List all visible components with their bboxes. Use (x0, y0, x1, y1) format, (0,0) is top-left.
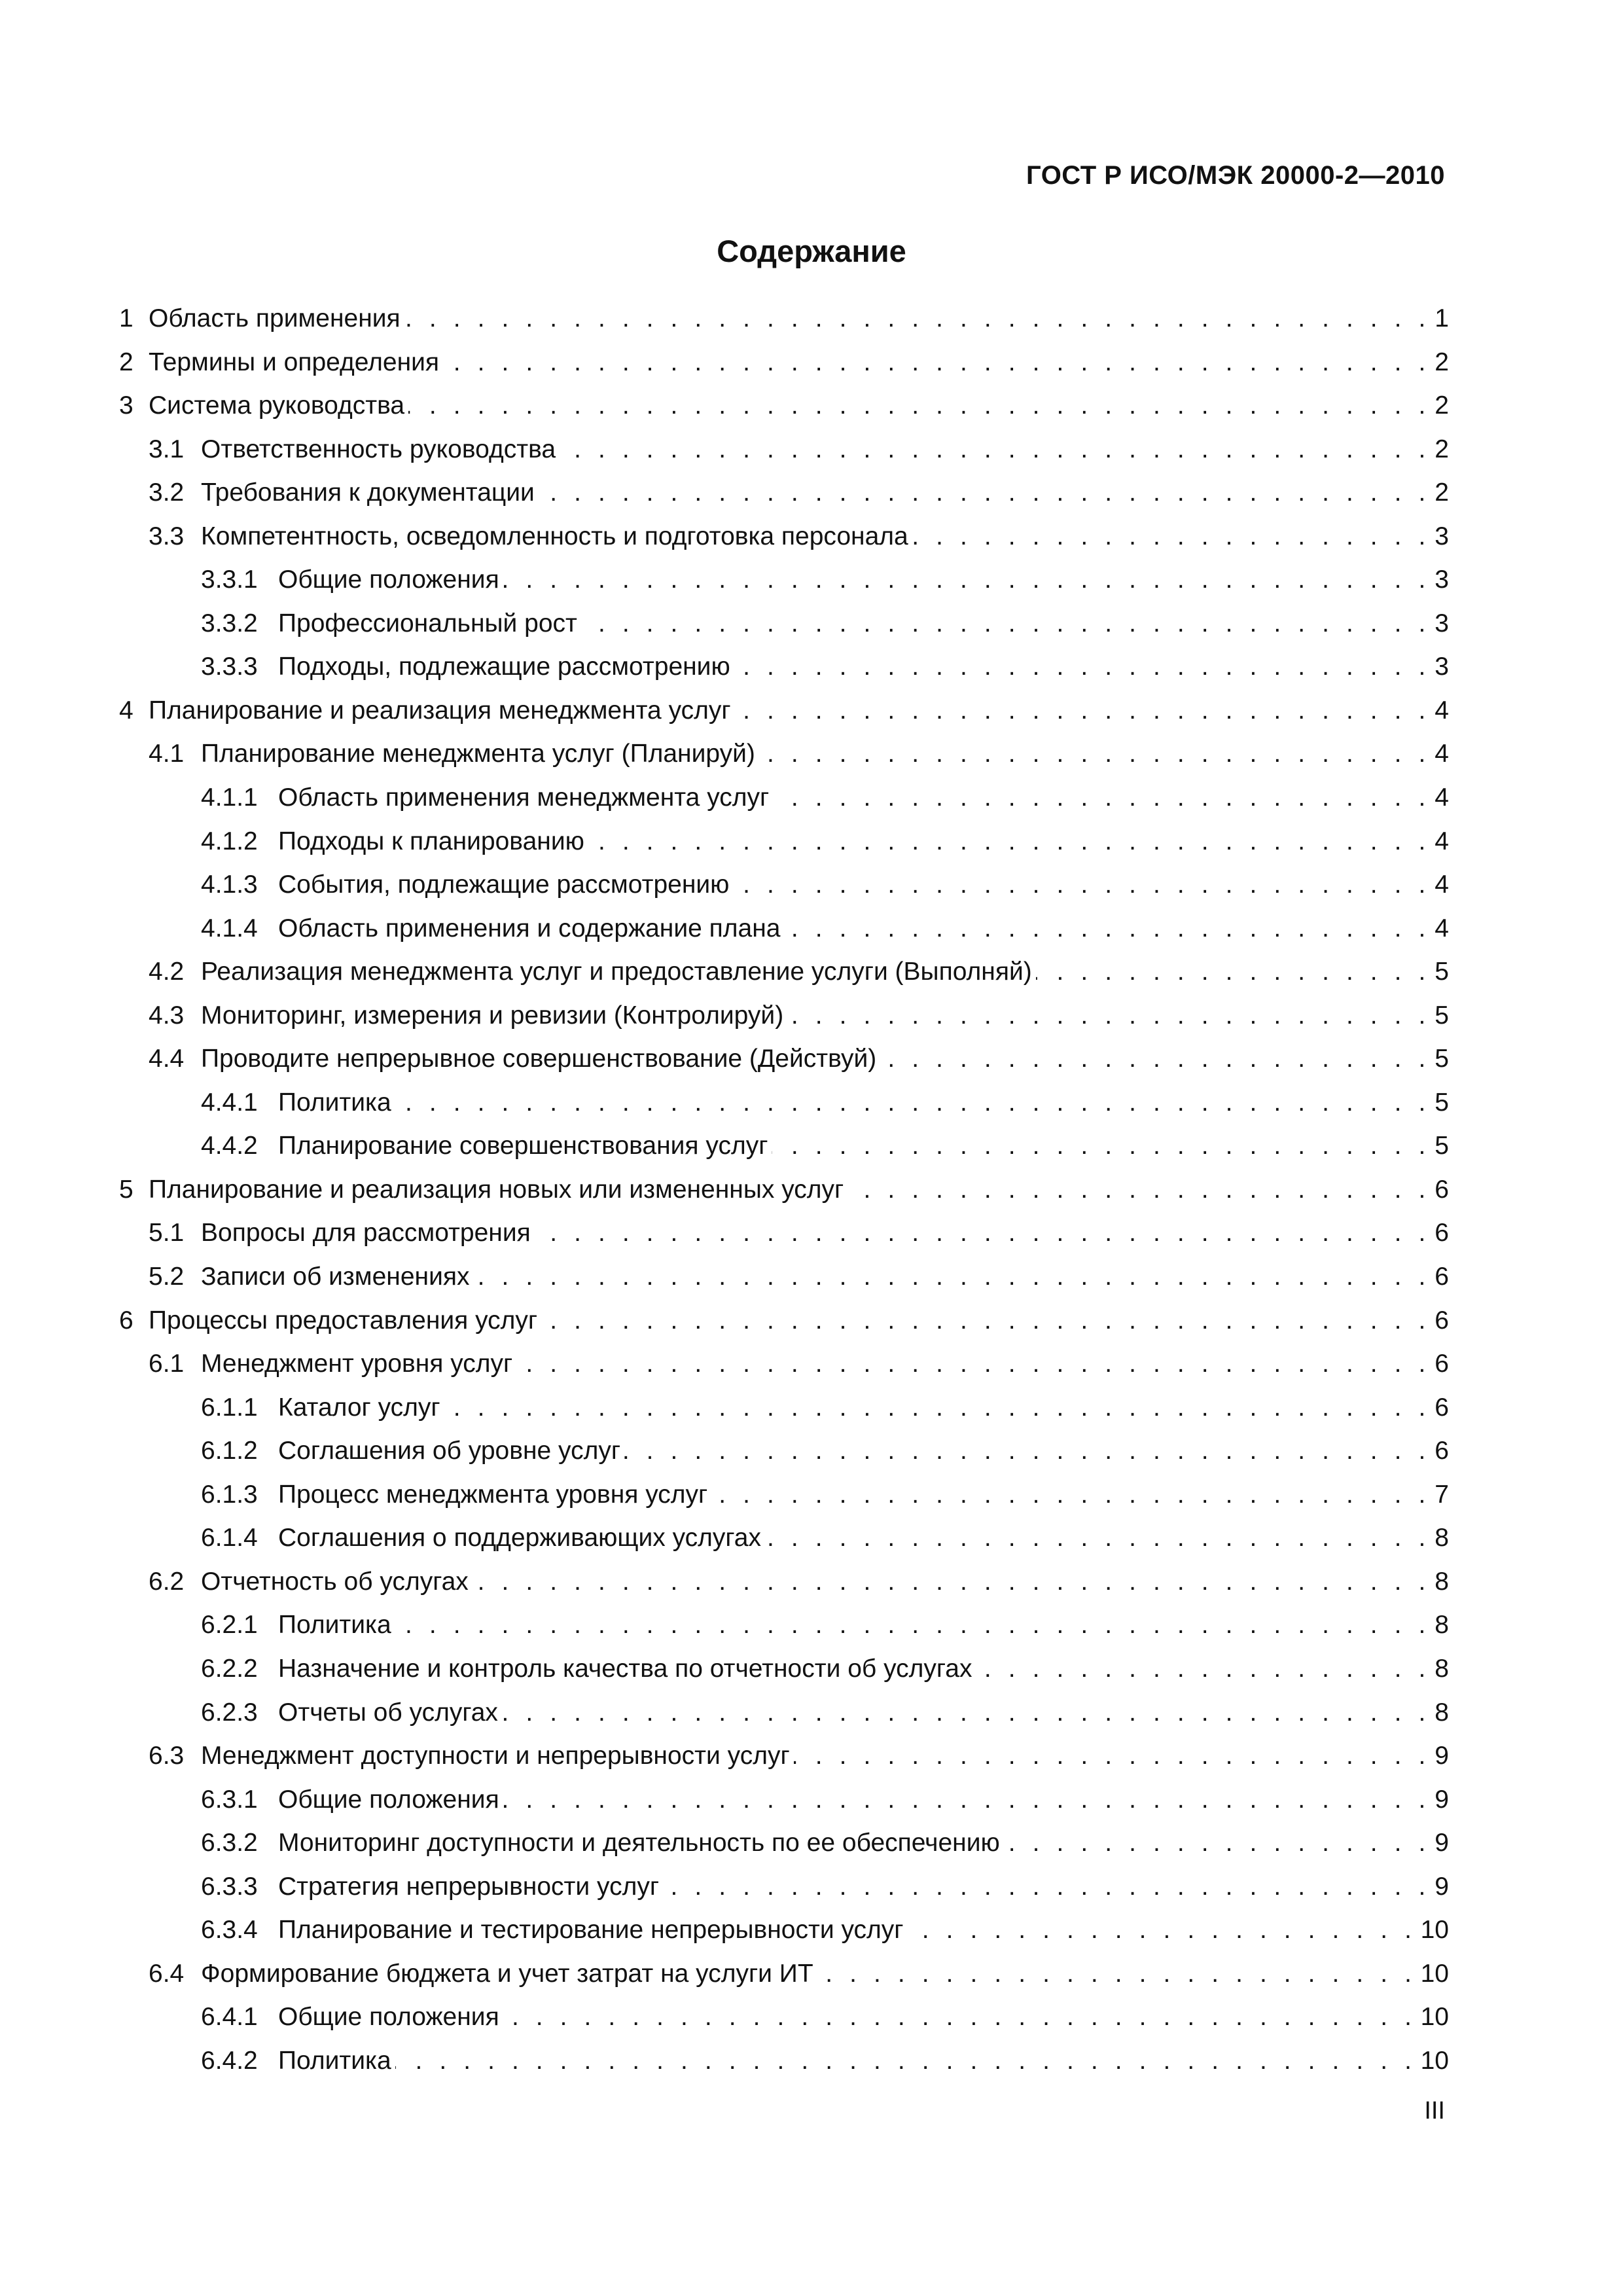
toc-entry-page: 3 (1435, 522, 1449, 550)
toc-entry[interactable] (119, 689, 1449, 733)
toc-entry-label: Термины и определения (149, 348, 440, 376)
dot-leader (1004, 1821, 1431, 1865)
dot-leader (733, 863, 1431, 907)
dot-leader (772, 1124, 1431, 1168)
toc-entry[interactable] (119, 341, 1449, 385)
toc-entry-label: Подходы к планированию (278, 827, 584, 855)
toc-entry-number: 4.1.1 (201, 783, 258, 812)
toc-entry[interactable] (119, 645, 1449, 689)
document-code: ГОСТ Р ИСО/МЭК 20000-2—2010 (1026, 161, 1445, 190)
toc-entry-label: Менеджмент доступности и непрерывности услуг (201, 1742, 790, 1770)
toc-entry-number: 4.1.2 (201, 827, 258, 855)
toc-entry-label: Планирование менеджмента услуг (Планируй) (201, 740, 755, 768)
toc-entry-page: 5 (1435, 1001, 1449, 1030)
dot-leader (787, 994, 1431, 1038)
toc-entry-number: 4.1.4 (201, 914, 258, 942)
dot-leader (395, 2039, 1417, 2083)
toc-entry[interactable] (119, 1429, 1449, 1473)
toc-entry-number: 6.4 (149, 1959, 185, 1988)
dot-leader (560, 428, 1431, 472)
dot-leader (473, 1255, 1431, 1299)
toc-entry-label: Планирование и реализация новых или измененных услуг (149, 1175, 844, 1204)
toc-entry[interactable] (119, 1909, 1449, 1952)
toc-entry-number: 3.2 (149, 478, 185, 507)
dot-leader (503, 1996, 1417, 2039)
dot-leader (502, 1691, 1431, 1735)
toc-entry-number: 5.1 (149, 1219, 185, 1247)
toc-entry[interactable] (119, 1778, 1449, 1822)
dot-leader (588, 820, 1431, 864)
toc-entry-page: 5 (1435, 958, 1449, 986)
toc-entry-page: 8 (1435, 1654, 1449, 1683)
toc-entry-label: Проводите непрерывное совершенствование (Действуй) (201, 1045, 877, 1073)
toc-entry-page: 9 (1435, 1742, 1449, 1770)
dot-leader (734, 645, 1431, 689)
toc-entry-page: 6 (1435, 1175, 1449, 1204)
toc-entry[interactable] (119, 1560, 1449, 1604)
toc-entry-number: 4 (119, 696, 134, 725)
toc-entry[interactable] (119, 1255, 1449, 1299)
toc-entry-label: Система руководства (149, 391, 405, 420)
toc-entry-label: Планирование и реализация менеджмента услуг (149, 696, 731, 725)
toc-entry-number: 3.3.3 (201, 653, 258, 681)
toc-entry-label: Отчеты об услугах (278, 1698, 498, 1727)
toc-entry-number: 5.2 (149, 1263, 185, 1291)
dot-leader (817, 1952, 1417, 1996)
toc-entry-number: 3.1 (149, 435, 185, 463)
toc-entry-label: Менеджмент уровня услуг (201, 1350, 513, 1378)
dot-leader (395, 1604, 1431, 1647)
toc-entry-label: Вопросы для рассмотрения (201, 1219, 531, 1247)
toc-entry-label: Мониторинг, измерения и ревизии (Контролируй) (201, 1001, 784, 1030)
toc-entry-label: Политика (278, 2046, 391, 2075)
toc-entry-number: 4.1 (149, 740, 185, 768)
toc-entry-page: 4 (1435, 870, 1449, 899)
toc-entry-page: 4 (1435, 914, 1449, 942)
toc-entry-label: Общие положения (278, 1785, 499, 1814)
toc-entry[interactable] (119, 1516, 1449, 1560)
toc-entry-number: 4.4 (149, 1045, 185, 1073)
toc-entry-label: Область применения (149, 304, 401, 332)
toc-entry-page: 5 (1435, 1045, 1449, 1073)
toc-entry-label: События, подлежащие рассмотрению (278, 870, 730, 899)
toc-entry-page: 6 (1435, 1219, 1449, 1247)
toc-entry-number: 1 (119, 304, 134, 332)
toc-entry[interactable] (119, 602, 1449, 646)
toc-entry-page: 10 (1420, 1916, 1449, 1945)
toc-entry-number: 4.2 (149, 958, 185, 986)
toc-entry-label: Соглашения о поддерживающих услугах (278, 1524, 761, 1552)
toc-entry[interactable] (119, 1996, 1449, 2039)
toc-entry-label: Назначение и контроль качества по отчетности об услугах (278, 1654, 972, 1683)
toc-entry-page: 2 (1435, 348, 1449, 376)
toc-entry-label: Ответственность руководства (201, 435, 556, 463)
dot-leader (624, 1429, 1431, 1473)
toc-entry[interactable] (119, 950, 1449, 994)
toc-entry[interactable] (119, 1952, 1449, 1996)
toc-entry-page: 1 (1435, 304, 1449, 332)
toc-entry-label: Процесс менеджмента уровня услуг (278, 1480, 708, 1509)
toc-entry-label: Каталог услуг (278, 1393, 440, 1422)
toc-entry-page: 2 (1435, 435, 1449, 463)
dot-leader (503, 1778, 1431, 1822)
toc-entry[interactable] (119, 1821, 1449, 1865)
dot-leader (541, 1299, 1431, 1343)
toc-entry-label: Область применения менеджмента услуг (278, 783, 770, 812)
toc-entry[interactable] (119, 2039, 1449, 2083)
dot-leader (765, 1516, 1431, 1560)
dot-leader (535, 1211, 1431, 1255)
dot-leader (539, 471, 1431, 515)
toc-entry-number: 2 (119, 348, 134, 376)
dot-leader (784, 907, 1431, 951)
toc-entry-number: 6.2.1 (201, 1611, 258, 1640)
toc-entry-page: 2 (1435, 478, 1449, 507)
page-number: III (1424, 2097, 1445, 2125)
toc-entry[interactable] (119, 1473, 1449, 1517)
toc-entry-page: 3 (1435, 653, 1449, 681)
dot-leader (735, 689, 1431, 733)
dot-leader (711, 1473, 1431, 1517)
toc-entry-page: 4 (1435, 783, 1449, 812)
toc-entry[interactable] (119, 297, 1449, 341)
toc-entry[interactable] (119, 994, 1449, 1038)
toc-entry-page: 6 (1435, 1393, 1449, 1422)
dot-leader (503, 558, 1431, 602)
dot-leader (880, 1037, 1431, 1081)
dot-leader (773, 776, 1431, 820)
dot-leader (404, 297, 1431, 341)
dot-leader (759, 732, 1431, 776)
toc-entry[interactable] (119, 1211, 1449, 1255)
toc-entry-page: 10 (1420, 2046, 1449, 2075)
toc-entry[interactable] (119, 776, 1449, 820)
dot-leader (847, 1168, 1431, 1212)
toc-entry-number: 6.3.3 (201, 1872, 258, 1901)
toc-entry-number: 6.3.1 (201, 1785, 258, 1814)
dot-leader (473, 1560, 1431, 1604)
toc-entry-number: 4.4.2 (201, 1132, 258, 1160)
toc-entry-label: Политика (278, 1088, 391, 1117)
toc-entry-page: 9 (1435, 1829, 1449, 1857)
toc-entry-label: Требования к документации (201, 478, 535, 507)
toc-entry[interactable] (119, 820, 1449, 864)
toc-entry-number: 4.1.3 (201, 870, 258, 899)
toc-entry-page: 4 (1435, 740, 1449, 768)
dot-leader (794, 1734, 1431, 1778)
toc-entry[interactable] (119, 1342, 1449, 1386)
toc-entry-page: 6 (1435, 1306, 1449, 1335)
toc-entry-label: Отчетность об услугах (201, 1567, 469, 1596)
toc-entry-page: 4 (1435, 827, 1449, 855)
toc-entry-number: 6.3.2 (201, 1829, 258, 1857)
toc-entry-label: Планирование и тестирование непрерывности услуг (278, 1916, 904, 1945)
toc-entry[interactable] (119, 1299, 1449, 1343)
toc-entry-label: Политика (278, 1611, 391, 1640)
toc-entry[interactable] (119, 732, 1449, 776)
dot-leader (1036, 950, 1431, 994)
toc-entry-page: 8 (1435, 1524, 1449, 1552)
toc-entry-number: 6.1.2 (201, 1437, 258, 1465)
toc-entry-page: 6 (1435, 1437, 1449, 1465)
toc-entry-number: 3 (119, 391, 134, 420)
toc-entry-label: Профессиональный рост (278, 609, 577, 637)
toc-entry-label: Стратегия непрерывности услуг (278, 1872, 660, 1901)
toc-entry-label: Подходы, подлежащие рассмотрению (278, 653, 730, 681)
toc-entry[interactable] (119, 1734, 1449, 1778)
toc-entry[interactable] (119, 1037, 1449, 1081)
toc-entry-page: 7 (1435, 1480, 1449, 1509)
toc-entry-page: 6 (1435, 1263, 1449, 1291)
dot-leader (581, 602, 1431, 646)
toc-entry-page: 8 (1435, 1611, 1449, 1640)
toc-entry-label: Реализация менеджмента услуг и предоставление услуги (Выполняй) (201, 958, 1032, 986)
toc-entry-number: 5 (119, 1175, 134, 1204)
toc-entry[interactable] (119, 1647, 1449, 1691)
toc-entry-page: 2 (1435, 391, 1449, 420)
toc-entry-page: 5 (1435, 1132, 1449, 1160)
toc-entry[interactable] (119, 471, 1449, 515)
dot-leader (444, 1386, 1431, 1430)
toc-entry[interactable] (119, 1604, 1449, 1647)
toc-entry-number: 4.3 (149, 1001, 185, 1030)
dot-leader (395, 1081, 1431, 1125)
toc-entry-number: 6 (119, 1306, 134, 1335)
toc-entry-page: 6 (1435, 1350, 1449, 1378)
toc-entry-number: 3.3 (149, 522, 185, 550)
toc-entry-page: 10 (1420, 1959, 1449, 1988)
toc-entry-label: Процессы предоставления услуг (149, 1306, 538, 1335)
toc-entry[interactable] (119, 1865, 1449, 1909)
toc-entry-label: Мониторинг доступности и деятельность по ее обеспечению (278, 1829, 1000, 1857)
toc-entry-label: Соглашения об уровне услуг (278, 1437, 621, 1465)
toc-entry[interactable] (119, 428, 1449, 472)
toc-entry[interactable] (119, 1081, 1449, 1125)
toc-entry-label: Формирование бюджета и учет затрат на услуги ИТ (201, 1959, 813, 1988)
toc-entry-label: Компетентность, осведомленность и подготовка персонала (201, 522, 908, 550)
toc-entry[interactable] (119, 558, 1449, 602)
table-of-contents (119, 297, 1449, 2083)
toc-entry-number: 6.2.2 (201, 1654, 258, 1683)
toc-entry-page: 8 (1435, 1698, 1449, 1727)
toc-entry-page: 3 (1435, 565, 1449, 594)
toc-entry-number: 4.4.1 (201, 1088, 258, 1117)
toc-entry-number: 6.2.3 (201, 1698, 258, 1727)
dot-leader (976, 1647, 1431, 1691)
toc-entry-number: 6.3 (149, 1742, 185, 1770)
toc-entry-label: Общие положения (278, 2003, 499, 2032)
toc-entry-number: 3.3.1 (201, 565, 258, 594)
toc-entry-number: 6.1.1 (201, 1393, 258, 1422)
toc-entry[interactable] (119, 1168, 1449, 1212)
dot-leader (663, 1865, 1431, 1909)
toc-entry-number: 6.4.1 (201, 2003, 258, 2032)
toc-entry-label: Планирование совершенствования услуг (278, 1132, 768, 1160)
toc-entry[interactable] (119, 1124, 1449, 1168)
toc-entry-label: Общие положения (278, 565, 499, 594)
toc-entry[interactable] (119, 863, 1449, 907)
dot-leader (908, 1909, 1417, 1952)
toc-entry-page: 4 (1435, 696, 1449, 725)
toc-entry-number: 3.3.2 (201, 609, 258, 637)
toc-entry[interactable] (119, 384, 1449, 428)
dot-leader (408, 384, 1431, 428)
page-title: Содержание (717, 234, 906, 268)
toc-entry[interactable] (119, 1386, 1449, 1430)
toc-entry-label: Область применения и содержание плана (278, 914, 781, 942)
toc-entry-number: 6.4.2 (201, 2046, 258, 2075)
toc-entry-page: 5 (1435, 1088, 1449, 1117)
dot-leader (516, 1342, 1431, 1386)
dot-leader (443, 341, 1431, 385)
toc-entry-page: 8 (1435, 1567, 1449, 1596)
toc-entry-page: 10 (1420, 2003, 1449, 2032)
toc-entry-page: 3 (1435, 609, 1449, 637)
toc-entry[interactable] (119, 907, 1449, 951)
toc-entry[interactable] (119, 1691, 1449, 1735)
toc-entry-number: 6.1 (149, 1350, 185, 1378)
toc-entry-number: 6.1.4 (201, 1524, 258, 1552)
toc-entry[interactable] (119, 515, 1449, 559)
toc-entry-number: 6.2 (149, 1567, 185, 1596)
toc-entry-page: 9 (1435, 1785, 1449, 1814)
toc-entry-page: 9 (1435, 1872, 1449, 1901)
toc-entry-number: 6.1.3 (201, 1480, 258, 1509)
toc-entry-label: Записи об изменениях (201, 1263, 470, 1291)
dot-leader (912, 515, 1431, 559)
toc-entry-number: 6.3.4 (201, 1916, 258, 1945)
